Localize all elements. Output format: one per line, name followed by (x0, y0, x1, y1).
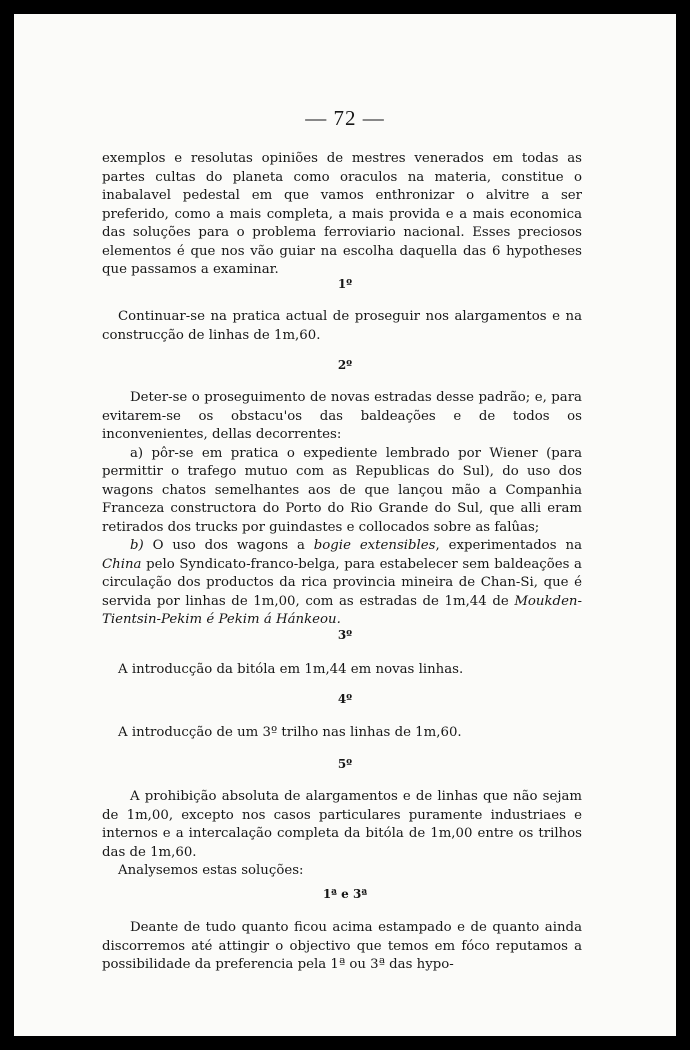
section-4-text: A introducção de um 3º trilho nas linhas de 1m,60. (118, 725, 462, 740)
section-5-text-2: Analysemos estas soluções: (118, 863, 304, 878)
item-b-mid: , experimentados na (435, 538, 582, 553)
item-b-rest: pelo Syndicato-franco-belga, para estabelecer sem baldeações a circulação dos productos da rica provincia mineira de Chan-Si, que é servida por linhas de 1m,00, com as estradas de 1m,44 de (102, 556, 582, 609)
section-1 (102, 308, 582, 345)
document-page (14, 14, 676, 1036)
section-2-text: Deter-se o proseguimento de novas estradas desse padrão; e, para evitarem-se os obstacu'os das baldeações e de todos os inconvenientes, dellas decorrentes: (102, 390, 582, 442)
section-1-and-3-text: Deante de tudo quanto ficou acima estampado e de quanto ainda discorremos até attingir o objectivo que temos em fóco reputamos a possibilidade da preferencia pela 1ª ou 3ª das hypo- (102, 920, 582, 972)
section-3-text: A introducção da bitóla em 1m,44 em novas linhas. (118, 662, 464, 677)
intro-paragraph (102, 150, 582, 280)
item-b-pre: O uso dos wagons a (143, 538, 314, 553)
section-2-item-b (102, 537, 582, 630)
section-heading-3: 3º (337, 628, 353, 642)
item-b-label: b) (130, 538, 144, 553)
section-heading-4: 4º (337, 692, 353, 706)
item-b-italic-1: bogie extensibles (313, 538, 436, 553)
section-1-and-3 (102, 919, 582, 975)
section-heading-5: 5º (337, 757, 353, 771)
page-number: — 72 — (305, 106, 385, 130)
section-heading-1: 1º (337, 277, 353, 291)
section-4 (102, 724, 582, 743)
section-1-text: Continuar-se na pratica actual de proseguir nos alargamentos e na construcção de linhas de 1m,60. (102, 309, 582, 343)
section-5-text: A prohibição absoluta de alargamentos e de linhas que não sejam de 1m,00, excepto nos casos particulares puramente industriaes e internos e a intercalação completa da bitóla de 1m,00 entre os trilhos das de 1m,60. (102, 789, 582, 860)
item-b-italic-3: Moukden-Tientsin-Pekim é Pekim á Hánkeou. (102, 593, 582, 627)
section-heading-1-and-3: 1ª e 3ª (322, 887, 368, 901)
section-3 (102, 661, 582, 680)
section-heading-2: 2º (337, 358, 353, 372)
section-5 (102, 788, 582, 881)
item-b-italic-2: China (102, 556, 142, 572)
intro-text: exemplos e resolutas opiniões de mestres venerados em todas as partes cultas do planeta como oraculos na materia, constitue o inabalavel pedestal em que vamos enthronizar o alvitre a ser preferido, como a mais completa, a mais provida e a mais economica das soluções para o problema ferroviario nacional. Esses preciosos elementos é que nos vão guiar na escolha daquella das 6 hypotheses que passamos a examinar. (102, 151, 582, 277)
section-2 (102, 389, 582, 630)
section-2-item-a: a) pôr-se em pratica o expediente lembrado por Wiener (para permittir o trafego mutuo com as Republicas do Sul), do uso dos wagons chatos semelhantes aos de que lançou mão a Companhia Franceza constructora do Porto do Rio Grande do Sul, que alli eram retirados dos trucks por guindastes e collocados sobre as falûas; (102, 445, 582, 535)
